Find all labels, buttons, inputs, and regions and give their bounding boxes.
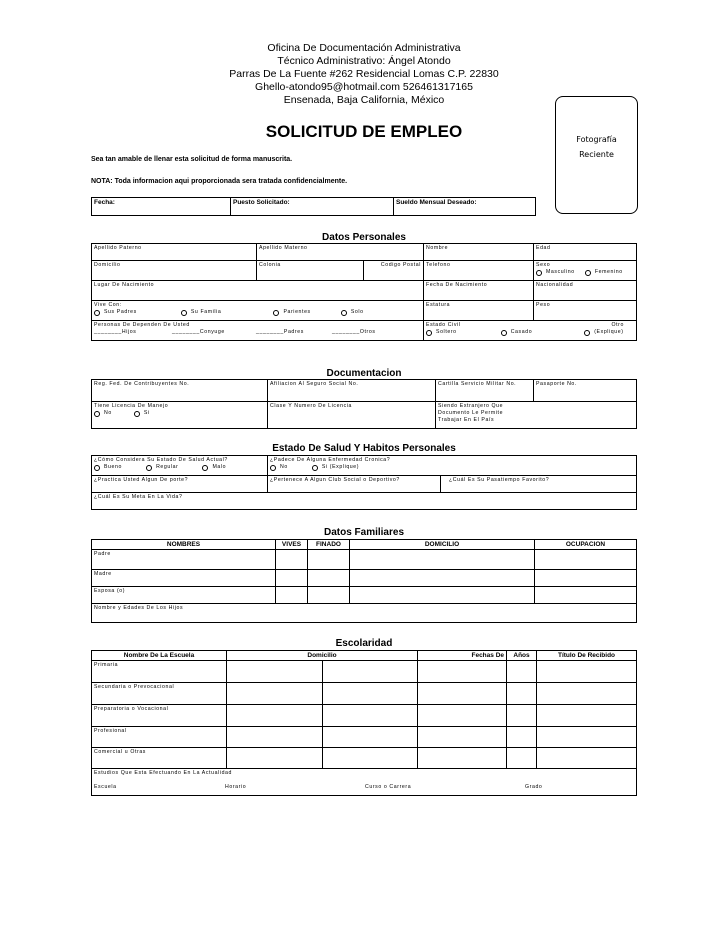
col-header: Título De Recibido (537, 651, 637, 661)
radio-icon[interactable] (134, 411, 140, 417)
military-id[interactable]: Cartilla Servicio Militar No. (436, 380, 534, 402)
cell[interactable] (308, 587, 350, 604)
radio-icon[interactable] (312, 465, 318, 471)
education-table (91, 650, 637, 796)
radio-icon[interactable] (270, 465, 276, 471)
cell[interactable] (537, 661, 637, 683)
cell[interactable] (507, 748, 537, 769)
col-header: VIVES (276, 540, 308, 550)
social-security[interactable]: Afiliacion Al Seguro Social No. (268, 380, 436, 402)
col-header: OCUPACION (535, 540, 637, 550)
personal-table (91, 243, 637, 341)
cell[interactable] (418, 748, 507, 769)
cell[interactable] (507, 683, 537, 705)
current-studies[interactable]: Estudios Que Esta Efectuando En La Actualidad Escuela Horario Curso o Carrera Grado (92, 769, 637, 796)
office-name: Oficina De Documentación Administrativa (267, 42, 461, 54)
col-header: Fechas De (418, 651, 507, 661)
cell[interactable] (227, 748, 323, 769)
last-name-paternal[interactable]: Apellido Paterno (92, 244, 257, 261)
cell[interactable] (323, 727, 418, 748)
health-table (91, 455, 637, 510)
radio-icon[interactable] (146, 465, 152, 471)
radio-icon[interactable] (585, 270, 591, 276)
postal-code[interactable]: Codigo Postal (364, 261, 424, 281)
lives-with[interactable]: Vive Con: Sus Padres Su Familia Parientes Solo (92, 301, 424, 321)
section-title: Estado De Salud Y Habitos Personales (272, 443, 456, 454)
cell[interactable] (507, 661, 537, 683)
cell[interactable] (276, 550, 308, 570)
col-header: Domicilio (227, 651, 418, 661)
neighborhood[interactable]: Colonia (257, 261, 364, 281)
col-header: Nombre De La Escuela (92, 651, 227, 661)
contact-line: Ghello-atondo95@hotmail.com 526461317165 (255, 81, 473, 93)
cell[interactable] (537, 705, 637, 727)
cell[interactable] (537, 748, 637, 769)
radio-icon[interactable] (501, 330, 507, 336)
cell[interactable] (276, 587, 308, 604)
radio-icon[interactable] (181, 310, 187, 316)
col-header: DOMICILIO (350, 540, 535, 550)
family-table (91, 539, 637, 623)
documents-table (91, 379, 637, 429)
life-goal[interactable]: ¿Cuál Es Su Meta En La Vida? (92, 492, 637, 509)
birthdate[interactable]: Fecha De Nacimiento (424, 281, 534, 301)
cell[interactable] (350, 587, 535, 604)
table-row[interactable]: Comercial u Otras (92, 748, 227, 769)
driver-license[interactable]: Tiene Licencia De Manejo No Si (92, 402, 268, 429)
cell[interactable] (350, 570, 535, 587)
section-title: Documentacion (326, 368, 402, 379)
nationality[interactable]: Nacionalidad (534, 281, 637, 301)
radio-icon[interactable] (584, 330, 590, 336)
age[interactable]: Edad (534, 244, 637, 261)
section-title: Datos Familiares (323, 527, 405, 538)
col-header: FINADO (308, 540, 350, 550)
radio-icon[interactable] (426, 330, 432, 336)
health-status[interactable]: ¿Cómo Considera Su Estado De Salud Actual? Bueno Regular Malo (92, 456, 268, 476)
table-row[interactable]: Esposa (o) (92, 587, 276, 604)
photo-label: Fotografía (576, 135, 617, 144)
tax-id[interactable]: Reg. Fed. De Contribuyentes No. (92, 380, 268, 402)
radio-icon[interactable] (273, 310, 279, 316)
cell[interactable] (227, 705, 323, 727)
passport[interactable]: Pasaporte No. (534, 380, 637, 402)
table-row[interactable]: Primaria (92, 661, 227, 683)
cell[interactable] (227, 683, 323, 705)
col-header: NOMBRES (92, 540, 276, 550)
radio-icon[interactable] (94, 465, 100, 471)
chronic-disease[interactable]: ¿Padece De Alguna Enfermedad Cronica? No Si (Explique) (268, 456, 637, 476)
weight[interactable]: Peso (534, 301, 637, 321)
table-row[interactable]: Madre (92, 570, 276, 587)
radio-icon[interactable] (94, 310, 100, 316)
confidential-note: NOTA: Toda informacion aqui proporcionada sera tratada confidencialmente. (91, 178, 348, 185)
top-table (91, 197, 637, 216)
position-field[interactable]: Puesto Solicitado: (231, 198, 394, 216)
cell[interactable] (418, 661, 507, 683)
section-title: Datos Personales (322, 232, 406, 243)
cell[interactable] (308, 570, 350, 587)
children-names[interactable]: Nombre y Edades De Los Hijos (92, 604, 637, 623)
cell[interactable] (227, 727, 323, 748)
cell[interactable] (537, 683, 637, 705)
instruction-note: Sea tan amable de llenar esta solicitud de forma manuscrita. (91, 156, 293, 163)
date-field[interactable]: Fecha: (92, 198, 231, 216)
page-title: SOLICITUD DE EMPLEO (265, 122, 463, 141)
cell[interactable] (537, 727, 637, 748)
radio-icon[interactable] (536, 270, 542, 276)
phone[interactable]: Telefono (424, 261, 534, 281)
cell[interactable] (507, 727, 537, 748)
sports[interactable]: ¿Practica Usted Algun De porte? (92, 475, 268, 492)
hobby[interactable]: ¿Cuál Es Su Pasatiempo Favorito? (441, 475, 637, 492)
radio-icon[interactable] (341, 310, 347, 316)
last-name-maternal[interactable]: Apellido Materno (257, 244, 424, 261)
cell[interactable] (276, 570, 308, 587)
cell[interactable] (535, 570, 637, 587)
cell[interactable] (323, 683, 418, 705)
cell[interactable] (227, 661, 323, 683)
photo-label-2: Reciente (579, 150, 614, 159)
height[interactable]: Estatura (424, 301, 534, 321)
cell[interactable] (418, 727, 507, 748)
first-name[interactable]: Nombre (424, 244, 534, 261)
foreign-work-doc[interactable]: Siendo Extranjero Que Documento Le Permite Trabajar En El País (436, 402, 637, 429)
cell[interactable] (535, 587, 637, 604)
marital-status[interactable]: Estado Civil Otro Soltero Casado (Explique) (424, 321, 637, 341)
cell[interactable] (350, 550, 535, 570)
cell[interactable] (507, 705, 537, 727)
col-header: Años (507, 651, 537, 661)
table-row[interactable]: Preparatoria o Vocacional (92, 705, 227, 727)
cell[interactable] (323, 748, 418, 769)
radio-icon[interactable] (202, 465, 208, 471)
dependents[interactable]: Personas De Dependen De Usted ________Hijos ________Conyuge ________Padres ________Otros (92, 321, 424, 341)
technician-name: Técnico Administrativo: Ángel Atondo (277, 55, 451, 67)
cell[interactable] (418, 683, 507, 705)
sex[interactable]: Sexo Masculino Femenino (534, 261, 637, 281)
cell[interactable] (323, 661, 418, 683)
table-row[interactable]: Padre (92, 550, 276, 570)
section-title: Escolaridad (335, 638, 393, 649)
radio-icon[interactable] (94, 411, 100, 417)
cell[interactable] (535, 550, 637, 570)
cell[interactable] (308, 550, 350, 570)
city-line: Ensenada, Baja California, México (283, 94, 445, 106)
club[interactable]: ¿Pertenece A Algun Club Social o Deportivo? (268, 475, 441, 492)
license-class[interactable]: Clase Y Numero De Licencia (268, 402, 436, 429)
cell[interactable] (323, 705, 418, 727)
salary-field[interactable]: Sueldo Mensual Deseado: (394, 198, 536, 216)
address-line: Parras De La Fuente #262 Residencial Lomas C.P. 22830 (229, 68, 499, 80)
birthplace[interactable]: Lugar De Nacimiento (92, 281, 424, 301)
table-row[interactable]: Profesional (92, 727, 227, 748)
cell[interactable] (418, 705, 507, 727)
table-row[interactable]: Secundaria o Prevocacional (92, 683, 227, 705)
address[interactable]: Domicilio (92, 261, 257, 281)
